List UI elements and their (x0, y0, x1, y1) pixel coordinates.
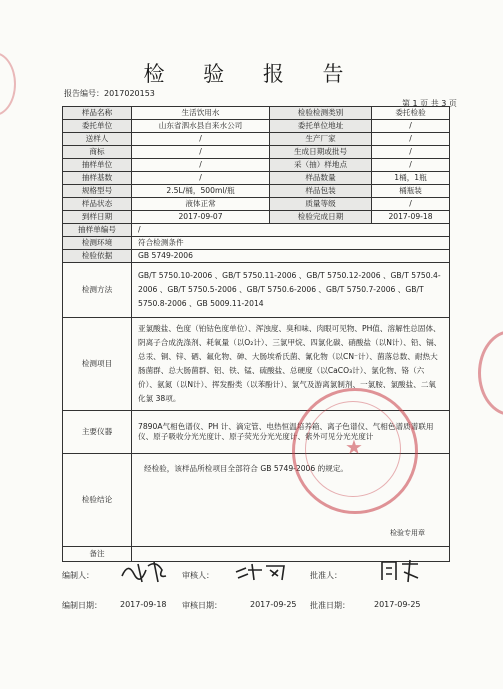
finish-date-label: 检验完成日期 (270, 211, 372, 224)
table-row (63, 263, 450, 318)
seal-note: 检验专用章 (390, 529, 425, 537)
signature-area (62, 556, 450, 616)
quantity-label: 样品数量 (270, 172, 372, 185)
audit-date: 2017-09-25 (250, 600, 297, 609)
editor-date-label: 编制日期： (62, 601, 102, 610)
package: 桶瓶装 (372, 185, 450, 198)
test-type-label: 检验检测类别 (270, 107, 372, 120)
quantity: 1桶，1瓶 (372, 172, 450, 185)
spec-label: 规格型号 (63, 185, 132, 198)
table-row (63, 198, 450, 211)
conclusion: 经检验，该样品所检项目全部符合 GB 5749-2006 的规定。 (144, 464, 349, 473)
client-label: 委托单位 (63, 120, 132, 133)
spec: 2.5L/桶，500ml/瓶 (132, 185, 270, 198)
approve-date: 2017-09-25 (374, 600, 421, 609)
approve-date-label: 批准日期： (310, 601, 350, 610)
environment: 符合检测条件 (132, 237, 450, 250)
approver-signature (378, 556, 424, 586)
items-label: 检测项目 (63, 318, 132, 411)
sampler-unit-label: 抽样单位 (63, 159, 132, 172)
method: GB/T 5750.10-2006 、GB/T 5750.11-2006 、GB/T 5750.12-2006 、GB/T 5750.4-2006 、GB/T 5750.5-2006 、GB/T 5750.6-2006 、GB/T 5750.7-2006 、GB/T 5750.8-2006 、GB 5009.11-2014 (132, 263, 450, 318)
quality-grade-label: 质量等级 (270, 198, 372, 211)
inspection-seal-stamp (292, 388, 418, 514)
table-row (63, 120, 450, 133)
trademark-label: 商标 (63, 146, 132, 159)
batch-label: 生成日期或批号 (270, 146, 372, 159)
sender: / (132, 133, 270, 146)
table-row (63, 172, 450, 185)
sampling-number: / (132, 224, 450, 237)
instrument-label: 主要仪器 (63, 411, 132, 454)
batch: / (372, 146, 450, 159)
side-seal-stamp (478, 330, 503, 416)
approver-label: 批准人： (310, 571, 342, 580)
client-address: / (372, 120, 450, 133)
table-row (63, 146, 450, 159)
basis: GB 5749-2006 (132, 250, 450, 263)
report-number-label: 报告编号： (64, 89, 104, 98)
sample-name: 生活饮用水 (132, 107, 270, 120)
items: 亚氯酸盐、色度（铂钴色度单位）、浑浊度、臭和味、肉眼可见物、PH值、溶解性总固体、阴离子合成洗涤剂、耗氧量（以O₂计）、三氯甲烷、四氯化碳、硝酸盐（以N计）、铅、镉、总汞、铜、锌、硒、氟化物、砷、大肠埃希氏菌、氰化物（以CN⁻计）、菌落总数、耐热大肠菌群、总大肠菌群、铝、铁、锰、硫酸盐、总硬度（以CaCO₃计）、氯化物、铬（六价）、氨氮（以N计）、挥发酚类（以苯酚计）、氯气及游离氯制剂、一氯胺、氯酸盐、二氧化氯 38项。 (132, 318, 450, 411)
method-label: 检测方法 (63, 263, 132, 318)
table-row (63, 159, 450, 172)
report-number-value: 2017020153 (104, 89, 155, 98)
sampling-place: / (372, 159, 450, 172)
report-number (64, 88, 155, 99)
manufacturer: / (372, 133, 450, 146)
environment-label: 检测环境 (63, 237, 132, 250)
instrument: 7890A气相色谱仪、PH 计、滴定管、电热恒温培养箱、离子色谱仪、气相色谱质谱联用仪、原子吸收分光光度计、原子荧光分光光度计、紫外可见分光光度计 (132, 411, 450, 454)
manufacturer-label: 生产厂家 (270, 133, 372, 146)
sample-status: 液体正常 (132, 198, 270, 211)
sampling-base-label: 抽样基数 (63, 172, 132, 185)
sampling-number-label: 抽样单编号 (63, 224, 132, 237)
auditor-label: 审核人： (182, 571, 214, 580)
conclusion-label: 检验结论 (63, 454, 132, 547)
sampler-unit: / (132, 159, 270, 172)
finish-date: 2017-09-18 (372, 211, 450, 224)
table-row (63, 237, 450, 250)
sampling-base: / (132, 172, 270, 185)
table-row (63, 318, 450, 411)
editor-date: 2017-09-18 (120, 600, 167, 609)
sampling-place-label: 采（抽）样地点 (270, 159, 372, 172)
report-title: 检 验 报 告 (143, 62, 360, 86)
sender-label: 送样人 (63, 133, 132, 146)
basis-label: 检验依据 (63, 250, 132, 263)
editor-label: 编制人： (62, 571, 94, 580)
table-row (63, 185, 450, 198)
client-address-label: 委托单位地址 (270, 120, 372, 133)
client: 山东省泗水县自来水公司 (132, 120, 270, 133)
sample-name-label: 样品名称 (63, 107, 132, 120)
table-row (63, 107, 450, 120)
editor-signature (118, 556, 174, 586)
sample-status-label: 样品状态 (63, 198, 132, 211)
trademark: / (132, 146, 270, 159)
package-label: 样品包装 (270, 185, 372, 198)
page-indicator: 第 1 页 共 3 页 (402, 99, 457, 108)
table-row (63, 211, 450, 224)
remark-label: 备注 (63, 547, 132, 562)
seal-star-icon: ★ (345, 435, 363, 459)
quality-grade: / (372, 198, 450, 211)
audit-date-label: 审核日期： (182, 601, 222, 610)
table-row (63, 133, 450, 146)
auditor-signature (232, 558, 292, 584)
test-type: 委托检验 (372, 107, 450, 120)
table-row (63, 224, 450, 237)
arrival-date: 2017-09-07 (132, 211, 270, 224)
table-row (63, 250, 450, 263)
arrival-date-label: 到样日期 (63, 211, 132, 224)
